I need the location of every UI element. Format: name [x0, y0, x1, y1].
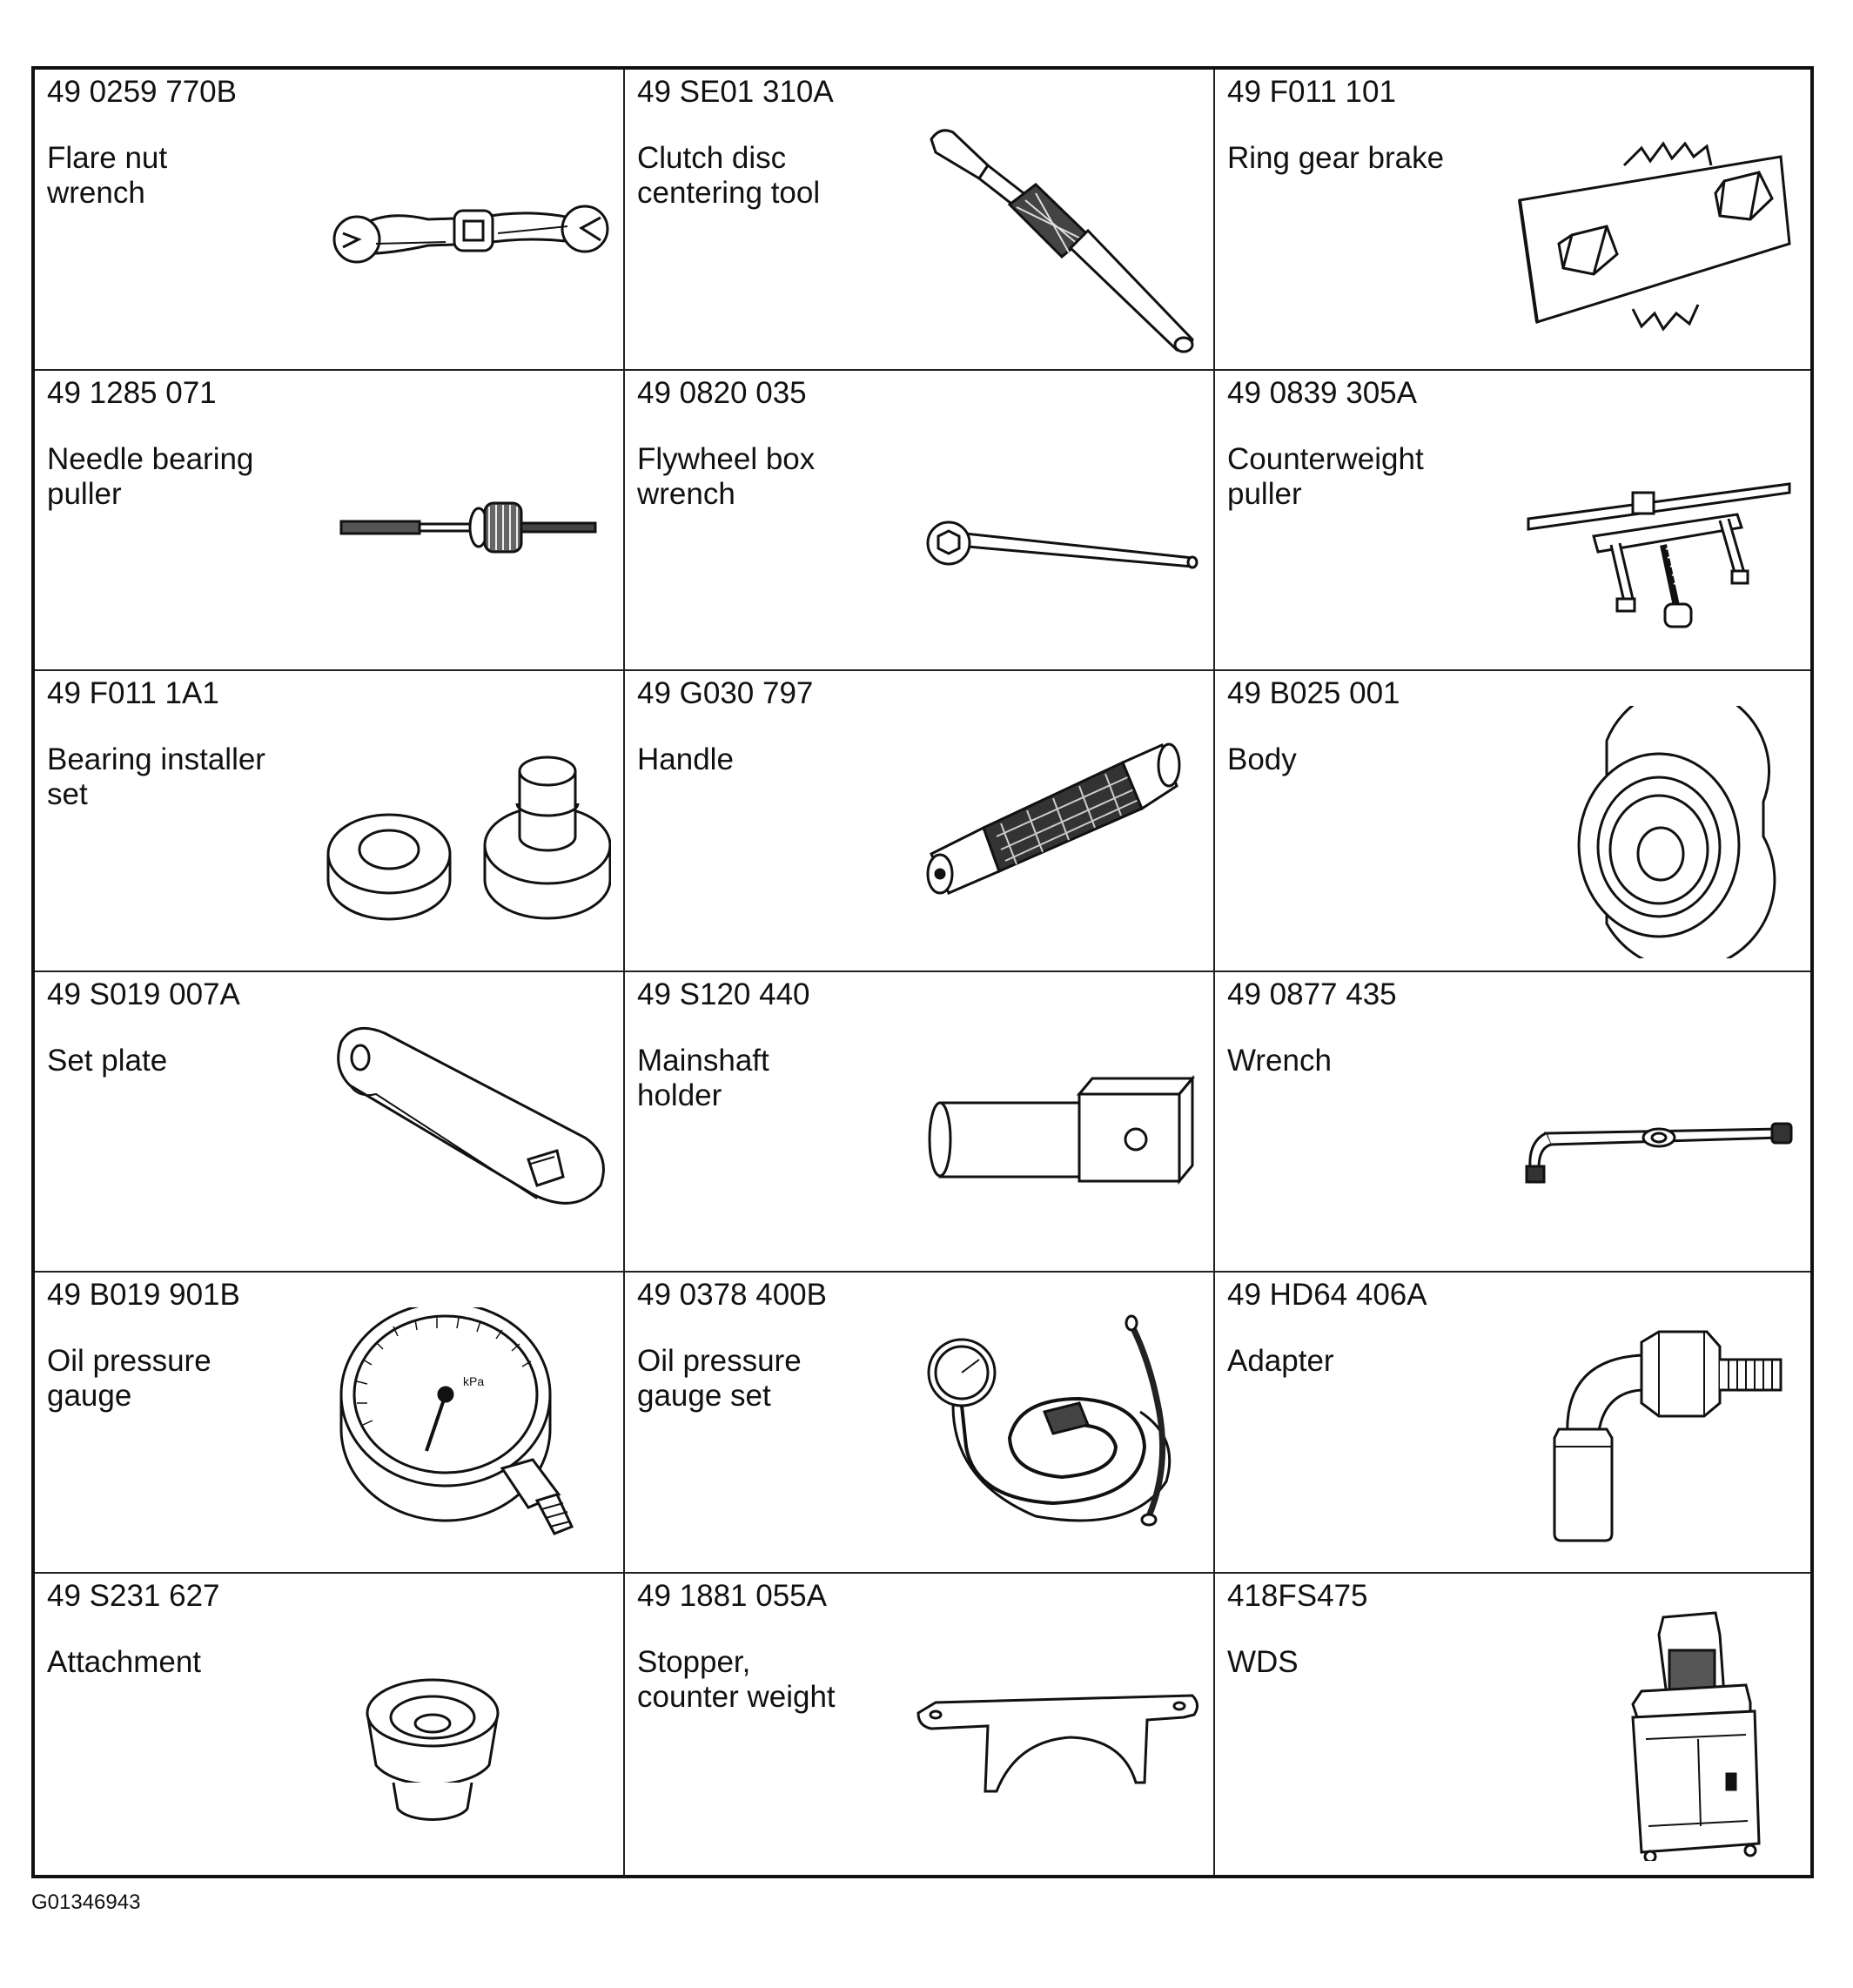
- tool-name: Attachment: [47, 1644, 202, 1679]
- part-number: 49 0820 035: [637, 375, 807, 410]
- tool-cell-counterweight-puller: [1215, 371, 1810, 672]
- tool-cell-ring-gear-brake: [1215, 70, 1810, 371]
- mainshaft-holder-icon: [914, 1007, 1201, 1259]
- tool-cell-wrench: [1215, 972, 1810, 1273]
- tool-cell-attachment: [35, 1574, 625, 1875]
- tool-name: Flywheel box wrench: [637, 441, 816, 511]
- tool-name: Bearing installer set: [47, 742, 265, 812]
- tool-cell-mainshaft-holder: [625, 972, 1215, 1273]
- part-number: 49 HD64 406A: [1227, 1278, 1427, 1313]
- tool-name: Flare nut wrench: [47, 141, 168, 210]
- part-number: 49 S231 627: [47, 1578, 220, 1613]
- oil-pressure-gauge-icon: [324, 1307, 611, 1560]
- tool-cell-clutch-disc-centering-tool: [625, 70, 1215, 371]
- tool-name: Wrench: [1227, 1043, 1332, 1078]
- tool-cell-flare-nut-wrench: [35, 70, 625, 371]
- part-number: 49 0839 305A: [1227, 375, 1417, 410]
- needle-bearing-puller-icon: [324, 406, 611, 658]
- tool-name: Adapter: [1227, 1344, 1334, 1379]
- part-number: 49 0378 400B: [637, 1278, 827, 1313]
- figure-id: G01346943: [31, 1891, 141, 1914]
- tool-cell-handle: [625, 671, 1215, 972]
- part-number: 49 1881 055A: [637, 1578, 827, 1613]
- tool-cell-flywheel-box-wrench: [625, 371, 1215, 672]
- tool-cell-wds: [1215, 1574, 1810, 1875]
- part-number: 49 1285 071: [47, 375, 217, 410]
- part-number: 49 B019 901B: [47, 1278, 240, 1313]
- bearing-installer-set-icon: [324, 706, 611, 958]
- tool-cell-oil-pressure-gauge-set: [625, 1273, 1215, 1574]
- tool-cell-oil-pressure-gauge: [35, 1273, 625, 1574]
- tool-cell-adapter: [1215, 1273, 1810, 1574]
- tool-name: Handle: [637, 742, 734, 777]
- part-number: 49 S019 007A: [47, 977, 240, 1011]
- clutch-disc-centering-tool-icon: [914, 104, 1201, 357]
- adapter-icon: [1511, 1307, 1798, 1560]
- tool-name: Oil pressure gauge set: [637, 1344, 802, 1414]
- counterweight-puller-icon: [1511, 406, 1798, 658]
- part-number: 49 B025 001: [1227, 676, 1400, 711]
- body-icon: [1511, 706, 1798, 958]
- flare-nut-wrench-icon: [324, 104, 611, 357]
- tool-name: Set plate: [47, 1043, 168, 1078]
- part-number: 418FS475: [1227, 1578, 1368, 1613]
- oil-pressure-gauge-set-icon: [914, 1307, 1201, 1560]
- part-number: 49 S120 440: [637, 977, 810, 1011]
- tool-name: Clutch disc centering tool: [637, 141, 821, 210]
- tool-cell-body: [1215, 671, 1810, 972]
- tool-name: Ring gear brake: [1227, 141, 1445, 175]
- part-number: 49 F011 1A1: [47, 676, 219, 711]
- tool-name: Body: [1227, 742, 1297, 777]
- part-number: 49 F011 101: [1227, 75, 1396, 109]
- tool-name: Oil pressure gauge: [47, 1344, 211, 1414]
- part-number: 49 SE01 310A: [637, 75, 834, 109]
- handle-icon: [914, 706, 1201, 958]
- tool-cell-stopper-counter-weight: [625, 1574, 1215, 1875]
- tool-name: Needle bearing puller: [47, 441, 254, 511]
- tool-name: Mainshaft holder: [637, 1043, 769, 1112]
- set-plate-icon: [324, 1007, 611, 1259]
- special-tools-table: [31, 66, 1814, 1878]
- ring-gear-brake-icon: [1511, 104, 1798, 357]
- tool-cell-bearing-installer-set: [35, 671, 625, 972]
- part-number: 49 0259 770B: [47, 75, 237, 109]
- stopper-counter-weight-icon: [914, 1609, 1201, 1861]
- tool-name: Stopper, counter weight: [637, 1644, 836, 1714]
- flywheel-box-wrench-icon: [914, 406, 1201, 658]
- wds-icon: [1511, 1609, 1798, 1861]
- part-number: 49 G030 797: [637, 676, 814, 711]
- wrench-icon: [1511, 1007, 1798, 1259]
- attachment-icon: [324, 1609, 611, 1861]
- tool-name: Counterweight puller: [1227, 441, 1424, 511]
- tool-name: WDS: [1227, 1644, 1299, 1679]
- tool-cell-set-plate: [35, 972, 625, 1273]
- svg-text:kPa: kPa: [463, 1374, 485, 1389]
- part-number: 49 0877 435: [1227, 977, 1397, 1011]
- tool-cell-needle-bearing-puller: [35, 371, 625, 672]
